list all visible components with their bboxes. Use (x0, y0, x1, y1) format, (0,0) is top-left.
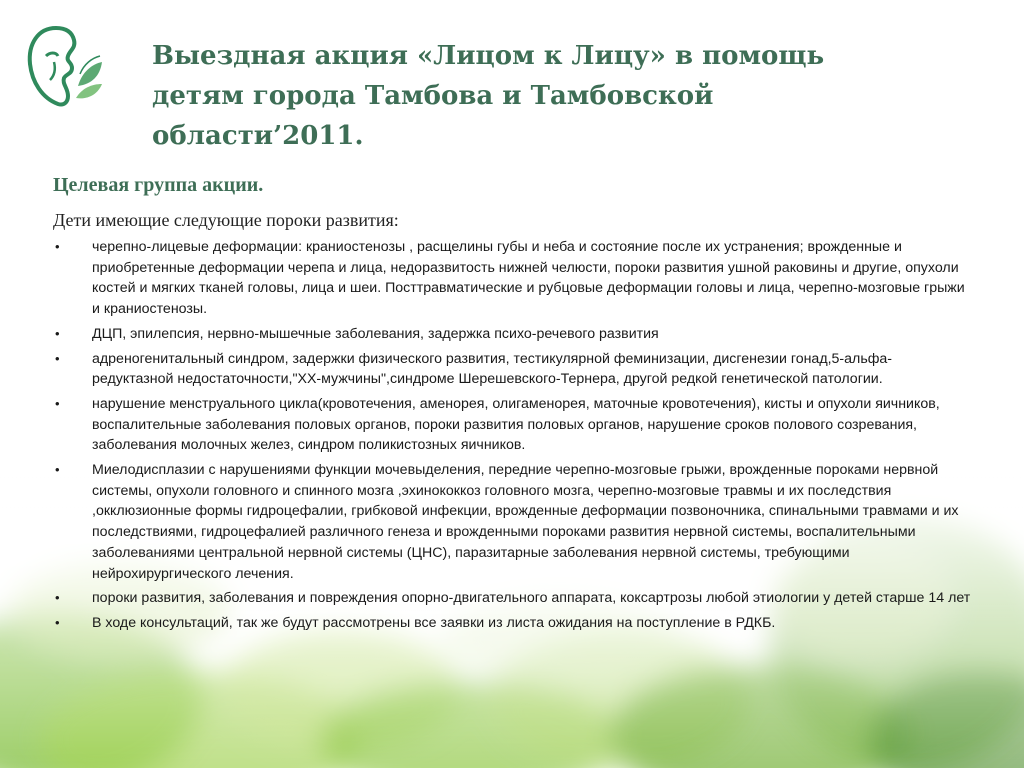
list-item-text: Миелодисплазии с нарушениями функции мочевыделения, передние черепно-мозговые грыжи, врожденные пороками нервной системы, опухоли головного и спинного мозга ,эхинококкоз головного мозга, черепно-мозговые травмы и их последствия ,окклюзионные формы гидроцефалии, грибковой инфекции, врожденные деформации позвоночника, спинальными травмами и их последствиями, гидроцефалией различного генеза и врожденными пороками развития нервной системы, воспалительными заболеваниями центральной нервной системы (ЦНС), паразитарные заболевания нервной системы, требующими нейрохирургического лечения. (92, 462, 959, 582)
bullet-marker: • (55, 590, 60, 606)
list-item (53, 349, 973, 390)
content-area (53, 172, 973, 638)
list-item-text: нарушение менструального цикла(кровотечения, аменорея, олигаменорея, маточные кровотечения), кисты и опухоли яичников, воспалительные заболевания половых органов, пороки развития половых органов, нарушение сроков полового созревания, заболевания молочных желез, синдром поликистозных яичников. (92, 395, 940, 454)
list-item (53, 613, 973, 634)
list-item-text: ДЦП, эпилепсия, нервно-мышечные заболевания, задержка психо-речевого развития (92, 325, 659, 342)
bullet-marker: • (55, 462, 60, 478)
list-item (53, 460, 973, 584)
list-item-text: адреногенитальный синдром, задержки физического развития, тестикулярной феминизации, дисгенезии гонад,5-альфа-редуктазной недостаточности,"ХХ-мужчины",синдроме Шерешевского-Тернера, другой редкой генетической патологии. (92, 350, 893, 388)
bullet-marker: • (55, 325, 60, 341)
list-item (53, 394, 973, 456)
bullet-list (53, 237, 973, 634)
intro-text: Дети имеющие следующие пороки развития: (53, 210, 399, 230)
slide-title: Выездная акция «Лицом к Лицу» в помощь детям города Тамбова и Тамбовской области’2011. (152, 41, 825, 151)
list-item-text: черепно-лицевые деформации: краниостенозы , расщелины губы и неба и состояние после их устранения; врожденные и приобретенные деформации черепа и лица, недоразвитость нижней челюсти, пороки развития ушной раковины и другие, опухоли костей и мягких тканей головы, лица и шеи. Посттравматические и рубцовые деформации головы и лица, черепно-мозговые грыжи и краниостенозы. (92, 239, 965, 318)
list-item (53, 237, 973, 320)
bullet-marker: • (55, 614, 60, 630)
list-item (53, 588, 973, 609)
bullet-marker: • (55, 350, 60, 366)
bullet-marker: • (55, 395, 60, 411)
section-heading: Целевая группа акции. (53, 174, 264, 196)
bullet-marker: • (55, 239, 60, 254)
face-leaf-logo (22, 22, 104, 112)
list-item-text: пороки развития, заболевания и повреждения опорно-двигательного аппарата, коксартрозы любой этиологии у детей старше 14 лет (92, 590, 971, 607)
list-item (53, 324, 973, 345)
list-item-text: В ходе консультаций, так же будут рассмотрены все заявки из листа ожидания на поступление в РДКБ. (92, 614, 776, 631)
